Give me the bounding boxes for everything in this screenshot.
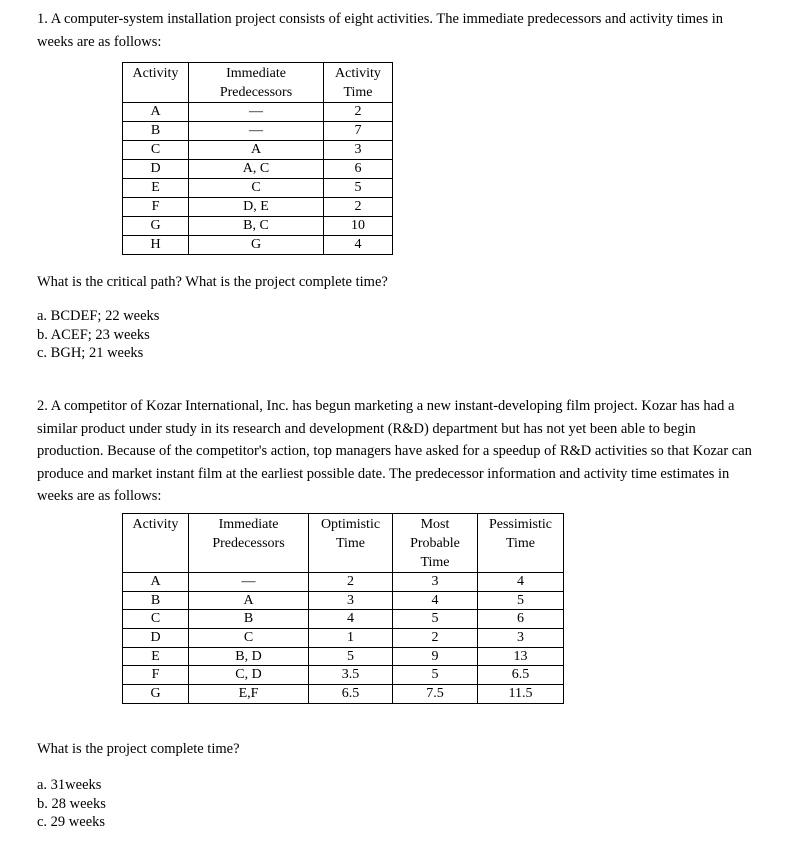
table-cell: D (123, 160, 189, 179)
table-row (123, 217, 393, 236)
header-most-probable-time (393, 514, 478, 573)
question1-activity-table (122, 62, 393, 255)
table-cell: B (123, 122, 189, 141)
table-row (123, 141, 393, 160)
table-cell: A (123, 103, 189, 122)
table-row (123, 198, 393, 217)
table-cell: 5 (478, 591, 564, 610)
option-b[interactable]: b. ACEF; 23 weeks (37, 326, 150, 343)
table-row (123, 236, 393, 255)
table-cell: 6 (478, 610, 564, 629)
header-activity (123, 514, 189, 573)
table-cell: 2 (393, 629, 478, 648)
table-cell: — (189, 103, 324, 122)
question1-intro: 1. A computer-system installation project consists of eight activities. The immediate predecessors and activity times in weeks are as follows: (37, 11, 724, 50)
header-pessimistic-time (478, 514, 564, 573)
table-row (123, 629, 564, 648)
table-cell: 6.5 (478, 666, 564, 685)
table-cell: 3.5 (309, 666, 393, 685)
table-header-row (123, 63, 393, 103)
table-cell: 2 (324, 103, 393, 122)
table-cell: 5 (393, 666, 478, 685)
option-a[interactable]: a. BCDEF; 22 weeks (37, 308, 160, 324)
table-cell: D, E (189, 198, 324, 217)
table-cell: G (189, 236, 324, 255)
table-row (123, 160, 393, 179)
question1-options (37, 307, 159, 363)
table-cell: 5 (324, 179, 393, 198)
table-cell: C (123, 610, 189, 629)
table-cell: C (123, 141, 189, 160)
table-row (123, 685, 564, 704)
table-cell: E,F (189, 685, 309, 704)
table-cell: 3 (393, 573, 478, 592)
header-text: Activity (132, 66, 179, 81)
table-row (123, 122, 393, 141)
table-cell: C, D (189, 666, 309, 685)
table-cell: 10 (324, 217, 393, 236)
header-text: Most (420, 517, 450, 532)
table-cell: 3 (478, 629, 564, 648)
table-cell: 11.5 (478, 685, 564, 704)
table-cell: E (123, 179, 189, 198)
table-cell: C (189, 629, 309, 648)
table-row (123, 573, 564, 592)
table-cell: B (189, 610, 309, 629)
header-text: Time (335, 536, 366, 551)
table-row (123, 591, 564, 610)
header-text: Optimistic (320, 517, 381, 532)
table-cell: H (123, 236, 189, 255)
option-b[interactable]: b. 28 weeks (37, 795, 106, 812)
table-row (123, 666, 564, 685)
header-text: Time (343, 85, 373, 100)
table-cell: 3 (309, 591, 393, 610)
question2-prompt: What is the project complete time? (37, 741, 240, 757)
header-activity-time (324, 63, 393, 103)
header-text: Predecessors (212, 536, 285, 551)
table-row (123, 610, 564, 629)
table-cell: C (189, 179, 324, 198)
table-cell: 4 (393, 591, 478, 610)
option-c[interactable]: c. 29 weeks (37, 814, 106, 831)
header-optimistic-time (309, 514, 393, 573)
header-text: Time (505, 536, 536, 551)
table-cell: 5 (309, 647, 393, 666)
question2-activity-table (122, 513, 564, 704)
question1-prompt: What is the critical path? What is the project complete time? (37, 274, 388, 290)
header-text: Time (420, 555, 450, 570)
table-cell: E (123, 647, 189, 666)
table-cell: 1 (309, 629, 393, 648)
table-cell: F (123, 666, 189, 685)
table-header-row (123, 514, 564, 573)
header-text: Predecessors (219, 85, 293, 100)
header-text: Immediate (226, 66, 286, 81)
table-cell: 7.5 (393, 685, 478, 704)
option-a[interactable]: a. 31weeks (37, 777, 102, 793)
table-cell: D (123, 629, 189, 648)
header-predecessors (189, 63, 324, 103)
table-cell: 4 (324, 236, 393, 255)
table-cell: B, D (189, 647, 309, 666)
table-cell: 6.5 (309, 685, 393, 704)
header-text: Pessimistic (488, 517, 552, 532)
table-row (123, 179, 393, 198)
header-predecessors (189, 514, 309, 573)
table-row (123, 103, 393, 122)
header-text: Activity (132, 517, 179, 532)
table-cell: G (123, 217, 189, 236)
table-cell: 4 (478, 573, 564, 592)
table-cell: A (189, 141, 324, 160)
table-cell: 3 (324, 141, 393, 160)
table-cell: G (123, 685, 189, 704)
table-cell: A, C (189, 160, 324, 179)
table-cell: 5 (393, 610, 478, 629)
header-text: Probable (410, 536, 460, 551)
table-cell: — (189, 573, 309, 592)
option-c[interactable]: c. BGH; 21 weeks (37, 345, 144, 362)
table-cell: A (123, 573, 189, 592)
table-cell: 2 (309, 573, 393, 592)
table-cell: 13 (478, 647, 564, 666)
table-cell: F (123, 198, 189, 217)
table-row (123, 647, 564, 666)
table-cell: 9 (393, 647, 478, 666)
table-cell: 4 (309, 610, 393, 629)
table-cell: 7 (324, 122, 393, 141)
header-activity (123, 63, 189, 103)
header-text: Activity (335, 66, 381, 81)
table-cell: B, C (189, 217, 324, 236)
question2-options (37, 776, 106, 832)
table-cell: B (123, 591, 189, 610)
question2-intro: 2. A competitor of Kozar International, Inc. has begun marketing a new instant-developing film project. Kozar has had a similar product under study in its research and development (R&D) department but has not yet been able to begin production. Because of the competitor's action, top managers have asked for a speedup of R&D activities so that Kozar can produce and market instant film at the earliest possible date. The predecessor information and activity time estimates in weeks are as follows: (37, 398, 752, 504)
table-cell: 2 (324, 198, 393, 217)
table-cell: A (189, 591, 309, 610)
table-cell: — (189, 122, 324, 141)
header-text: Immediate (218, 517, 279, 532)
table-cell: 6 (324, 160, 393, 179)
